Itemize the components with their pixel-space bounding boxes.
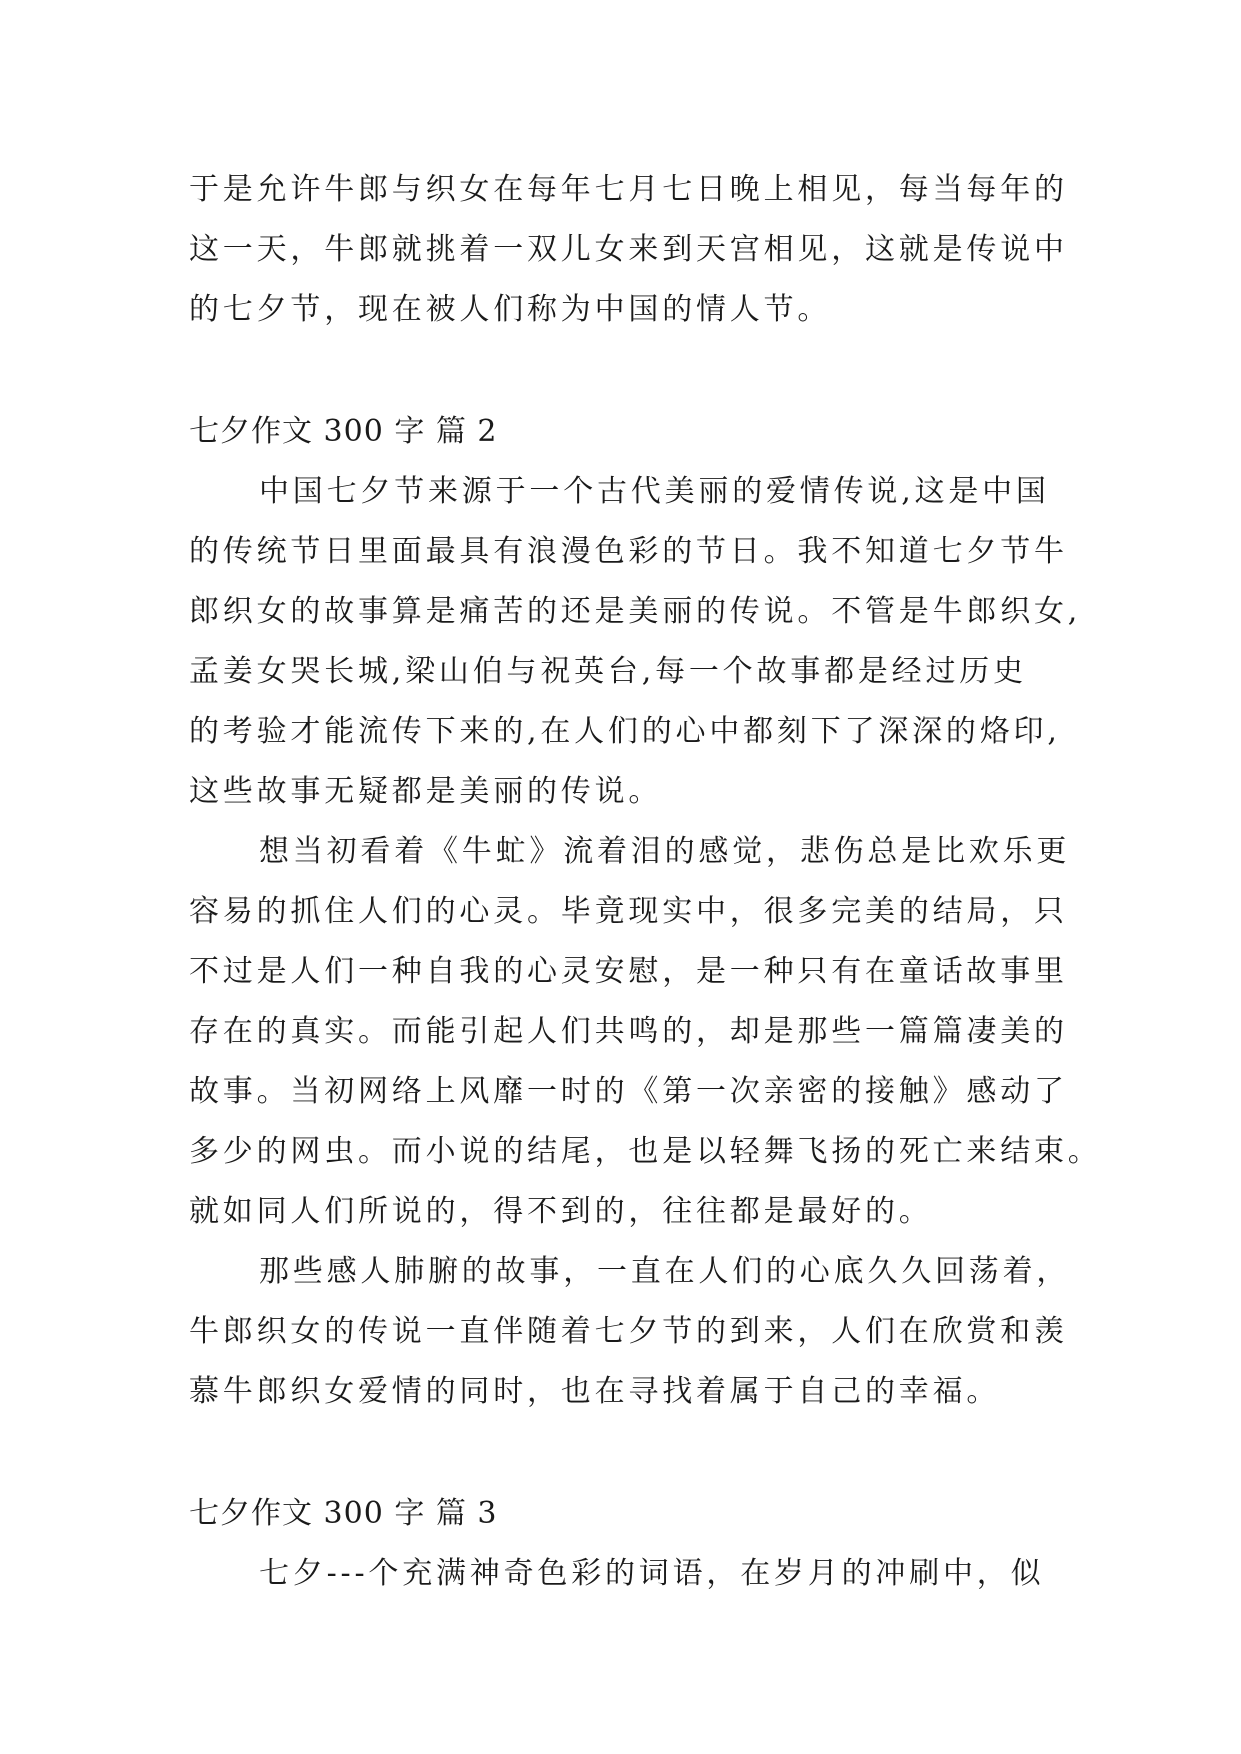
paragraph — [189, 822, 1102, 1242]
text-line: 孟姜女哭长城,梁山伯与祝英台,每一个故事都是经过历史 — [189, 654, 1027, 689]
text-line: 的考验才能流传下来的,在人们的心中都刻下了深深的烙印, — [189, 714, 1061, 749]
text-line: 慕牛郎织女爱情的同时，也在寻找着属于自己的幸福。 — [189, 1374, 1001, 1409]
text-line: 想当初看着《牛虻》流着泪的感觉，悲伤总是比欢乐更 — [259, 834, 1071, 869]
text-line: 七夕---个充满神奇色彩的词语，在岁月的冲刷中，似 — [259, 1556, 1045, 1591]
text-line: 这一天，牛郎就挑着一双儿女来到天宫相见，这就是传说中 — [189, 232, 1068, 267]
text-line: 就如同人们所说的，得不到的，往往都是最好的。 — [189, 1194, 933, 1229]
paragraph — [189, 160, 1068, 340]
paragraph — [189, 462, 1082, 822]
text-line: 容易的抓住人们的心灵。毕竟现实中，很多完美的结局，只 — [189, 894, 1068, 929]
text-line: 于是允许牛郎与织女在每年七月七日晚上相见，每当每年的 — [189, 172, 1068, 207]
text-line: 的七夕节，现在被人们称为中国的情人节。 — [189, 292, 832, 327]
text-line: 这些故事无疑都是美丽的传说。 — [189, 774, 663, 809]
section-heading: 七夕作文 300 字 篇 2 — [189, 414, 498, 449]
text-line: 故事。当初网络上风靡一时的《第一次亲密的接触》感动了 — [189, 1074, 1068, 1109]
text-line: 那些感人肺腑的故事，一直在人们的心底久久回荡着， — [259, 1254, 1071, 1289]
text-line: 多少的网虫。而小说的结尾，也是以轻舞飞扬的死亡来结束。 — [189, 1134, 1102, 1169]
paragraph — [189, 1242, 1071, 1422]
text-line: 牛郎织女的传说一直伴随着七夕节的到来，人们在欣赏和羡 — [189, 1314, 1068, 1349]
text-line: 郎织女的故事算是痛苦的还是美丽的传说。不管是牛郎织女, — [189, 594, 1082, 629]
text-line: 不过是人们一种自我的心灵安慰，是一种只有在童话故事里 — [189, 954, 1068, 989]
section-gap — [189, 1422, 1059, 1484]
section-gap — [189, 340, 1059, 402]
text-line: 的传统节日里面最具有浪漫色彩的节日。我不知道七夕节牛 — [189, 534, 1068, 569]
text-line: 存在的真实。而能引起人们共鸣的，却是那些一篇篇凄美的 — [189, 1014, 1068, 1049]
document-page — [189, 160, 1102, 1604]
section-heading: 七夕作文 300 字 篇 3 — [189, 1496, 498, 1531]
paragraph — [189, 1544, 1059, 1604]
text-line: 中国七夕节来源于一个古代美丽的爱情传说,这是中国 — [259, 474, 1050, 509]
